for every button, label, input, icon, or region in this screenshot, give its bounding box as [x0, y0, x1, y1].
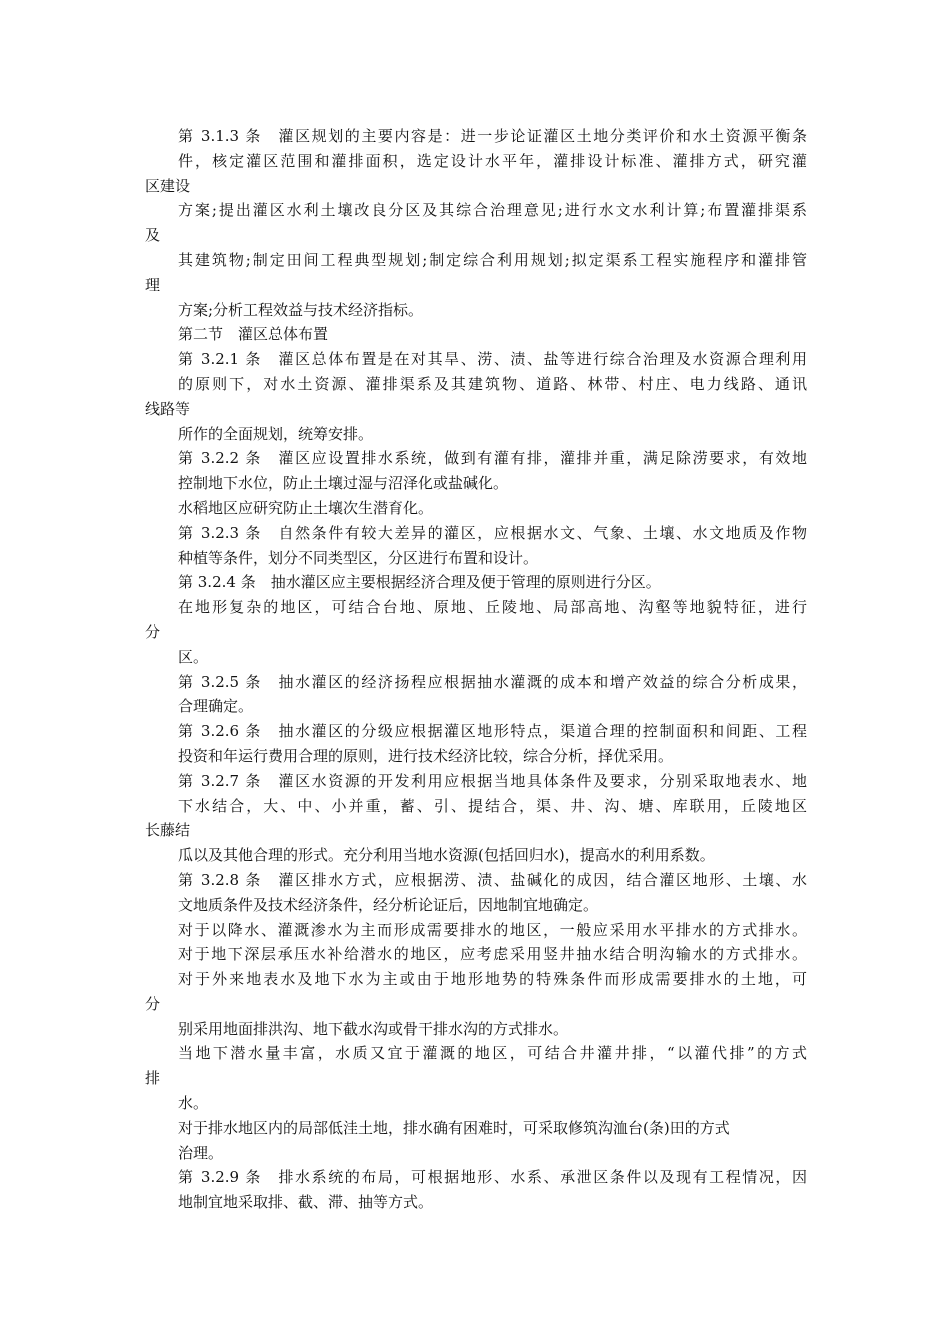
text-line: 线路等	[145, 399, 191, 418]
text-line: 所作的全面规划，统筹安排。	[178, 424, 374, 443]
text-line: 对于以降水、灌溉渗水为主而形成需要排水的地区，一般应采用水平排水的方式排水。	[178, 920, 807, 939]
text-line: 第 3.2.1 条 灌区总体布置是在对其旱、涝、渍、盐等进行综合治理及水资源合理利用	[178, 350, 807, 369]
text-line: 地制宜地采取排、截、滞、抽等方式。	[178, 1193, 434, 1212]
text-line: 对于地下深层承压水补给潜水的地区，应考虑采用竖井抽水结合明沟输水的方式排水。	[178, 945, 807, 964]
text-line: 合理确定。	[178, 697, 254, 716]
text-line: 排	[145, 1069, 161, 1088]
text-line: 对于外来地表水及地下水为主或由于地形地势的特殊条件而形成需要排水的土地，可	[178, 970, 807, 989]
text-line: 理	[145, 275, 161, 294]
text-line: 第 3.2.4 条 抽水灌区应主要根据经济合理及便于管理的原则进行分区。	[178, 573, 661, 592]
text-line: 第 3.2.7 条 灌区水资源的开发利用应根据当地具体条件及要求，分别采取地表水、地	[178, 771, 807, 790]
text-line: 第 3.2.6 条 抽水灌区的分级应根据灌区地形特点，渠道合理的控制面积和间距、工程	[178, 722, 807, 741]
text-line: 的原则下，对水土资源、灌排渠系及其建筑物、道路、林带、村庄、电力线路、通讯	[178, 374, 807, 393]
text-line: 文地质条件及技术经济条件，经分析论证后，因地制宜地确定。	[178, 895, 599, 914]
text-line: 第 3.2.2 条 灌区应设置排水系统，做到有灌有排，灌排并重，满足除涝要求，有效地	[178, 449, 807, 468]
text-line: 长藤结	[145, 821, 191, 840]
text-line: 当地下潜水量丰富，水质又宜于灌溉的地区，可结合井灌井排，“以灌代排”的方式	[178, 1044, 807, 1063]
section-heading: 第二节 灌区总体布置	[178, 325, 329, 344]
document-body	[145, 124, 807, 1215]
text-line: 区。	[178, 647, 209, 666]
text-line: 方案;分析工程效益与技术经济指标。	[178, 300, 424, 319]
text-line: 种植等条件，划分不同类型区，分区进行布置和设计。	[178, 548, 539, 567]
text-line: 件，核定灌区范围和灌排面积，选定设计水平年，灌排设计标准、灌排方式，研究灌	[178, 151, 807, 170]
text-line: 投资和年运行费用合理的原则，进行技术经济比较，综合分析，择优采用。	[178, 746, 674, 765]
text-line: 第 3.2.8 条 灌区排水方式，应根据涝、渍、盐碱化的成因，结合灌区地形、土壤、水	[178, 870, 807, 889]
text-line: 瓜以及其他合理的形式。充分利用当地水资源(包括回归水)，提高水的利用系数。	[178, 846, 715, 865]
text-line: 控制地下水位，防止土壤过湿与沼泽化或盐碱化。	[178, 474, 509, 493]
text-line: 别采用地面排洪沟、地下截水沟或骨干排水沟的方式排水。	[178, 1019, 569, 1038]
text-line: 水稻地区应研究防止土壤次生潜育化。	[178, 498, 434, 517]
text-line: 分	[145, 622, 161, 641]
text-line: 第 3.2.3 条 自然条件有较大差异的灌区，应根据水文、气象、土壤、水文地质及作物	[178, 523, 807, 542]
text-line: 下水结合，大、中、小并重，蓄、引、提结合，渠、井、沟、塘、库联用，丘陵地区	[178, 796, 807, 815]
text-line: 第 3.1.3 条 灌区规划的主要内容是：进一步论证灌区土地分类评价和水土资源平衡条	[178, 127, 807, 145]
text-line: 第 3.2.5 条 抽水灌区的经济扬程应根据抽水灌溉的成本和增产效益的综合分析成果，	[178, 672, 807, 691]
text-line: 治理。	[178, 1143, 224, 1162]
text-line: 水。	[178, 1094, 209, 1113]
text-line: 及	[145, 226, 161, 245]
text-line: 区建设	[145, 176, 191, 195]
text-line: 其建筑物;制定田间工程典型规划;制定综合利用规划;拟定渠系工程实施程序和灌排管	[178, 250, 807, 269]
text-line: 第 3.2.9 条 排水系统的布局，可根据地形、水系、承泄区条件以及现有工程情况，因	[178, 1168, 807, 1187]
text-line: 在地形复杂的地区，可结合台地、原地、丘陵地、局部高地、沟壑等地貌特征，进行	[178, 598, 807, 617]
text-line: 对于排水地区内的局部低洼土地，排水确有困难时，可采取修筑沟洫台(条)田的方式	[178, 1118, 730, 1137]
text-line: 分	[145, 994, 161, 1013]
text-line: 方案;提出灌区水利土壤改良分区及其综合治理意见;进行水文水利计算;布置灌排渠系	[178, 201, 807, 220]
